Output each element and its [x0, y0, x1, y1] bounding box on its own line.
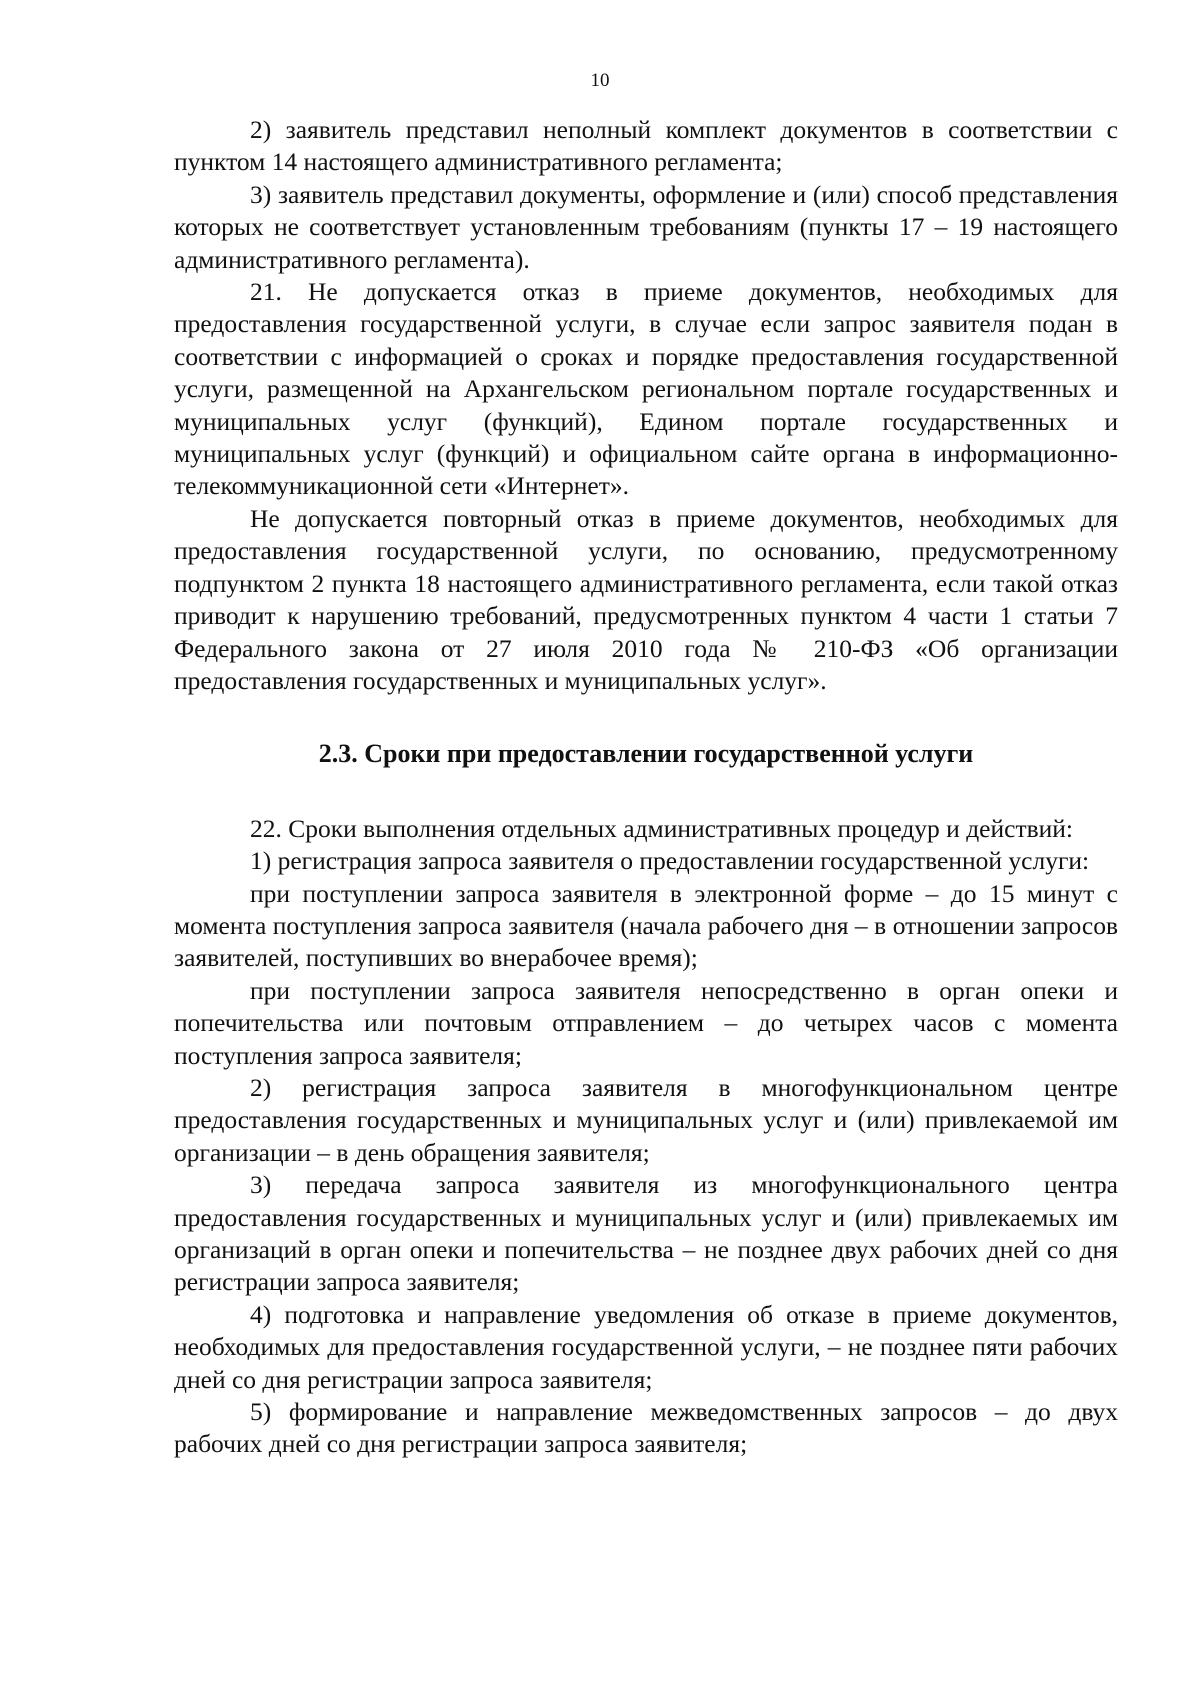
section-heading: 2.3. Сроки при предоставлении государственной услуги	[318, 739, 974, 769]
paragraph-item-2-incomplete-docs: 2) заявитель представил неполный комплект документов в соответствии с пунктом 14 настоящего административного регламента;	[174, 115, 1118, 177]
paragraph-term-3-transfer: 3) передача запроса заявителя из многофункционального центра предоставления государственных и муниципальных услуг и (или) привлекаемых им организаций в орган опеки и попечительства – не позднее двух рабочих дней со дня регистрации запроса заявителя;	[174, 1170, 1118, 1297]
paragraph-direct-or-mail: при поступлении запроса заявителя непосредственно в орган опеки и попечительства или почтовым отправлением – до четырех часов с момента поступления запроса заявителя;	[174, 975, 1118, 1070]
paragraph-term-5-interagency-requests: 5) формирование и направление межведомственных запросов – до двух рабочих дней со дня регистрации запроса заявителя;	[174, 1397, 1118, 1459]
paragraph-repeat-refusal: Не допускается повторный отказ в приеме документов, необходимых для предоставления государственной услуги, по основанию, предусмотренному подпунктом 2 пункта 18 настоящего административного регламента, если такой отказ приводит к нарушению требований, предусмотренных пунктом 4 части 1 статьи 7 Федерального закона от 27 июля 2010 года № 210-ФЗ «Об организации предоставления государственных и муниципальных услуг».	[174, 503, 1118, 695]
paragraph-clause-22: 22. Сроки выполнения отдельных административных процедур и действий:	[250, 813, 1074, 843]
paragraph-term-2-mfc-registration: 2) регистрация запроса заявителя в многофункциональном центре предоставления государственных и муниципальных услуг и (или) привлекаемой им организации – в день обращения заявителя;	[174, 1072, 1118, 1167]
paragraph-item-3-improper-docs: 3) заявитель представил документы, оформление и (или) способ представления которых не соответствует установленным требованиям (пункты 17 – 19 настоящего административного регламента).	[174, 179, 1118, 274]
page-number: 10	[590, 70, 610, 91]
paragraph-term-1-registration: 1) регистрация запроса заявителя о предоставлении государственной услуги:	[250, 846, 1090, 876]
paragraph-term-4-refusal-notice: 4) подготовка и направление уведомления об отказе в приеме документов, необходимых для предоставления государственной услуги, – не позднее пяти рабочих дней со дня регистрации запроса заявителя;	[174, 1299, 1118, 1394]
paragraph-electronic-form: при поступлении запроса заявителя в электронной форме – до 15 минут с момента поступления запроса заявителя (начала рабочего дня – в отношении запросов заявителей, поступивших во внерабочее время);	[174, 878, 1118, 973]
document-body	[174, 114, 1118, 1461]
paragraph-clause-21: 21. Не допускается отказ в приеме документов, необходимых для предоставления государственной услуги, в случае если запрос заявителя подан в соответствии с информацией о сроках и порядке предоставления государственной услуги, размещенной на Архангельском региональном портале государственных и муниципальных услуг (функций), Едином портале государственных и муниципальных услуг (функций) и официальном сайте органа в информационно-телекоммуникационной сети «Интернет».	[174, 277, 1118, 501]
